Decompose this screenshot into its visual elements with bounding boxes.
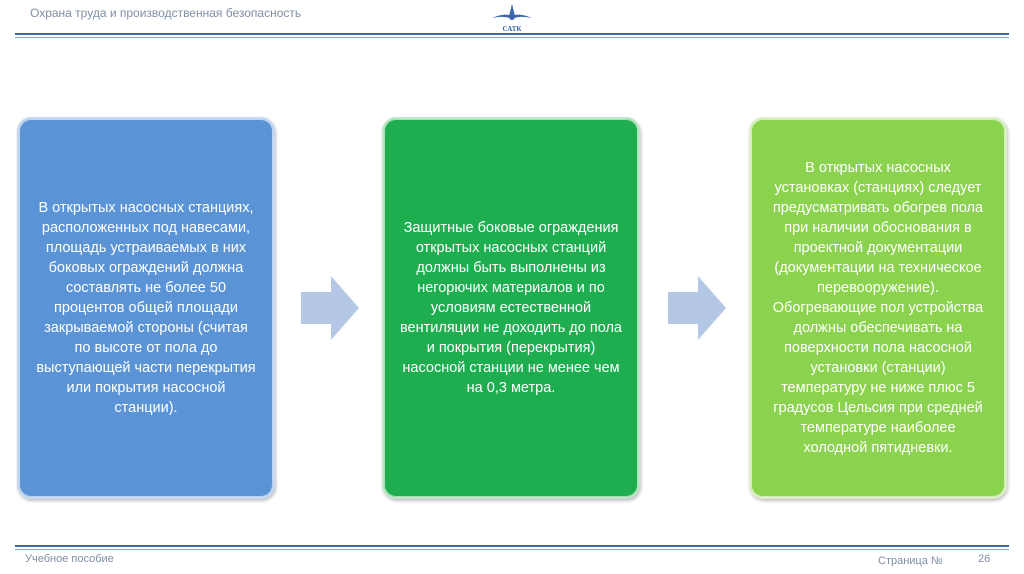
info-box-3 [749, 117, 1007, 499]
info-box-2-text: Защитные боковые ограждения открытых насосных станций должны быть выполнены из негорючих материалов и по условиям естественной вентиляции не доходить до пола и покрытия (перекрытия) насосной станции не менее чем на 0,3 метра. [400, 220, 622, 396]
arrow-right-icon [301, 276, 359, 340]
header-title: Охрана труда и производственная безопасность [30, 6, 302, 20]
header-rule [15, 33, 1009, 35]
page-number: 26 [978, 553, 991, 565]
info-box-3-text: В открытых насосных установках (станциях) следует предусматривать обогрев пола при наличии обоснования в проектной документации (документации на техническое перевооружение). Обогревающие пол устройства должны обеспечивать на поверхности пола насосной установки (станции) температуру не ниже плюс 5 градусов Цельсия при средней температуре наиболее холодной пятидневки. [772, 160, 984, 456]
logo-text: САТК [502, 25, 522, 33]
header-rule-thin [15, 37, 1009, 38]
footer-left-label: Учебное пособие [25, 553, 114, 565]
info-box-2 [382, 117, 640, 499]
info-box-1 [17, 117, 275, 499]
arrow-right-icon [668, 276, 726, 340]
info-box-1-text: В открытых насосных станциях, расположенных под навесами, площадь устраиваемых в них боковых ограждений должна составлять не более 50 процентов общей площади закрываемой стороны (считая по высоте от пола до выступающей части перекрытия или покрытия насосной станции). [36, 200, 256, 416]
footer-rule [15, 545, 1009, 547]
satk-logo-icon [488, 2, 536, 34]
footer-rule-thin [15, 549, 1009, 550]
footer-page-label: Страница № [878, 555, 943, 567]
